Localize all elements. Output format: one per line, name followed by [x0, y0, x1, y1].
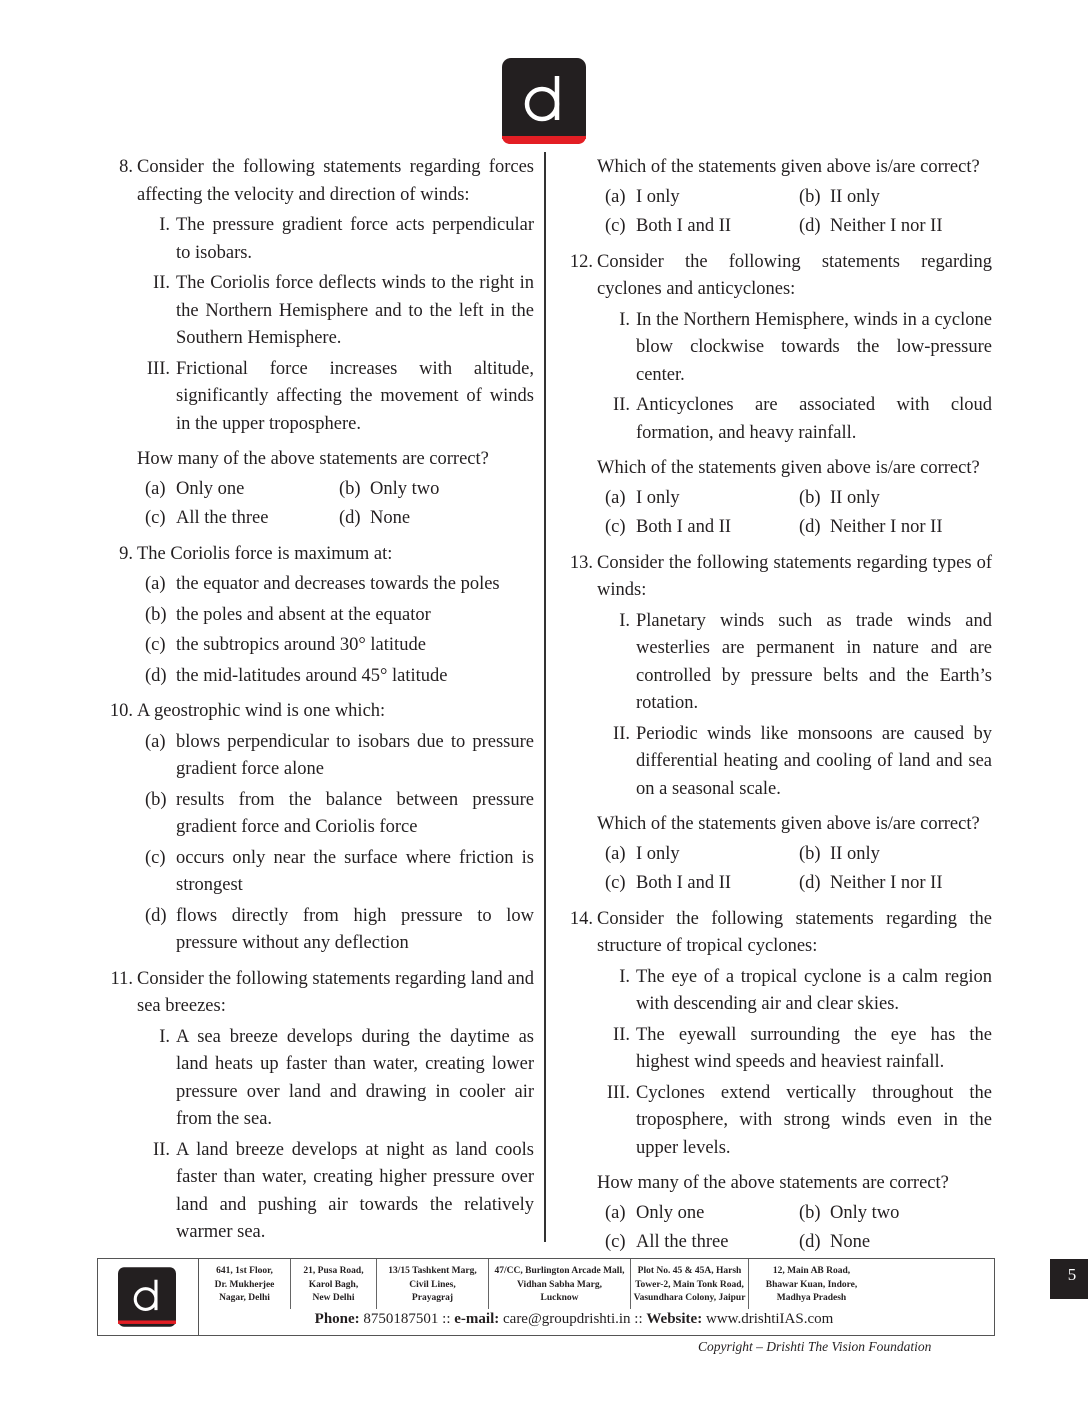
statement [137, 356, 534, 439]
address-line: 47/CC, Burlington Arcade Mall, [494, 1266, 625, 1276]
question-number: 14. [569, 908, 593, 929]
address-line: Vasundhara Colony, Jaipur [633, 1293, 746, 1303]
statement-text: The Coriolis force deflects winds to the right in the Northern Hemisphere and to the left in the Southern Hemisphere. [176, 273, 534, 348]
statement [597, 1080, 992, 1163]
option-label: (a) [145, 731, 166, 752]
option[interactable] [145, 903, 534, 958]
options-list [137, 571, 534, 690]
option-text: Neither I nor II [830, 873, 943, 893]
option-label: (c) [145, 635, 166, 655]
option-label: (a) [145, 574, 166, 594]
statement-number: I. [619, 309, 630, 330]
question-block [560, 906, 992, 1257]
address-line: 13/15 Tashkent Marg, [388, 1266, 477, 1276]
footer-contact [199, 1311, 949, 1328]
option-label: (a) [145, 478, 166, 499]
option-text: the equator and decreases towards the poles [176, 574, 500, 594]
address-line: New Delhi [312, 1293, 355, 1303]
option-label: (d) [799, 517, 821, 537]
option-text: Both I and II [636, 873, 732, 893]
footer [97, 1258, 1077, 1336]
column-divider [544, 152, 546, 1242]
option[interactable] [799, 1200, 992, 1228]
drishti-logo [502, 58, 586, 144]
option[interactable] [605, 485, 799, 513]
copyright: Copyright – Drishti The Vision Foundation [698, 1339, 932, 1354]
website-link[interactable]: www.drishtiIAS.com [705, 1311, 834, 1327]
option[interactable] [145, 602, 534, 630]
option-label: (d) [145, 665, 167, 686]
statement-text: The pressure gradient force acts perpendicular to isobars. [176, 215, 534, 263]
statement-number: III. [146, 358, 170, 379]
phone-label: Phone: [314, 1311, 360, 1327]
question-block [100, 698, 534, 958]
option-label: (c) [605, 1232, 626, 1252]
address-line: Nagar, Delhi [219, 1293, 270, 1303]
option-text: Only two [370, 478, 440, 499]
address-block [489, 1259, 631, 1309]
question-number: 9. [119, 543, 133, 564]
question-prompt: Which of the statements given above is/are correct? [597, 458, 980, 478]
question-block [560, 249, 992, 542]
question-text: Consider the following statements regarding types of winds: [597, 552, 992, 600]
question-block [100, 154, 534, 533]
option-label: (c) [145, 508, 166, 528]
address-block [291, 1259, 377, 1309]
footer-logo [98, 1259, 199, 1335]
email-label: e-mail: [454, 1311, 500, 1327]
statement-text: A sea breeze develops during the daytime as land heats up faster than water, creating lower pressure over land and drawing in cooler air from the sea. [176, 1026, 534, 1129]
option[interactable] [799, 213, 992, 241]
question-number: 11. [110, 968, 133, 989]
phone-number: 8750187501 [363, 1311, 439, 1327]
option[interactable] [799, 841, 992, 869]
question-number: 10. [109, 701, 133, 721]
address-line: Prayagraj [411, 1293, 454, 1303]
statement [137, 212, 534, 267]
statement-text: Periodic winds like monsoons are caused by differential heating and cooling of land and sea on a seasonal scale. [636, 723, 992, 799]
statement [597, 307, 992, 390]
option[interactable] [605, 213, 799, 241]
page-number: 5 [1050, 1259, 1088, 1299]
question-text: A geostrophic wind is one which: [137, 701, 386, 721]
option[interactable] [145, 571, 534, 599]
statement-number: II. [613, 723, 630, 744]
options-list [137, 476, 534, 533]
option[interactable] [799, 184, 992, 212]
statement-text: The eye of a tropical cyclone is a calm region with descending air and clear skies. [636, 966, 992, 1014]
statement-text: Cyclones extend vertically throughout the troposphere, with strong winds even in the upper levels. [636, 1082, 992, 1158]
option[interactable] [339, 476, 534, 504]
address-line: Tower-2, Main Tonk Road, [635, 1279, 744, 1290]
option[interactable] [605, 514, 799, 542]
option-label: (b) [145, 604, 167, 625]
address-line: Civil Lines, [409, 1279, 456, 1290]
option-text: II only [830, 487, 880, 508]
statement-text: A land breeze develops at night as land cools faster than water, creating higher pressure over land and pushing air towards the relatively warmer sea. [176, 1139, 534, 1242]
option-label: (a) [605, 487, 626, 508]
address-block [199, 1259, 291, 1309]
statement [597, 964, 992, 1019]
option[interactable] [145, 476, 339, 504]
right-column [560, 154, 992, 1257]
question-prompt: How many of the above statements are correct? [597, 1173, 949, 1193]
option[interactable] [605, 1229, 799, 1257]
option-label: (a) [605, 843, 626, 864]
separator: :: [442, 1311, 451, 1327]
option-label: (a) [605, 1202, 626, 1223]
address-block [631, 1259, 749, 1309]
option-label: (b) [339, 478, 361, 499]
question-number: 8. [119, 157, 133, 177]
options-list [597, 184, 992, 241]
statement-text: Anticyclones are associated with cloud formation, and heavy rainfall. [636, 395, 992, 443]
options-list [597, 841, 992, 898]
statement-number: II. [613, 1024, 630, 1045]
website-label: Website: [646, 1311, 703, 1327]
statement [597, 392, 992, 447]
option-text: Only two [830, 1202, 900, 1223]
option[interactable] [605, 870, 799, 898]
option-text: blows perpendicular to isobars due to pressure gradient force alone [176, 731, 534, 779]
option[interactable] [145, 729, 534, 784]
statement-number: II. [613, 395, 630, 415]
address-line: Bhawar Kuan, Indore, [765, 1279, 858, 1290]
email-link[interactable]: care@groupdrishti.in [503, 1311, 631, 1327]
option-text: All the three [176, 508, 269, 528]
statement-number: II. [153, 273, 170, 293]
statement-number: I. [619, 966, 630, 987]
option-text: II only [830, 186, 880, 207]
option-text: the poles and absent at the equator [176, 604, 431, 625]
statement-text: The eyewall surrounding the eye has the highest wind speeds and heaviest rainfall. [636, 1024, 992, 1072]
address-line: Vidhan Sabha Marg, [517, 1279, 602, 1290]
option[interactable] [799, 870, 992, 898]
option-label: (d) [799, 873, 821, 893]
question-prompt: How many of the above statements are correct? [137, 449, 489, 469]
statement-number: II. [153, 1139, 170, 1160]
option[interactable] [605, 184, 799, 212]
question-number: 13. [569, 552, 593, 573]
option-label: (b) [799, 1202, 821, 1223]
question-number: 12. [569, 251, 593, 272]
option-text: Neither I nor II [830, 517, 943, 537]
option-text: I only [636, 843, 680, 864]
statement-text: Frictional force increases with altitude, significantly affecting the movement of winds in the upper troposphere. [176, 358, 534, 434]
option[interactable] [339, 505, 534, 533]
address-line: 641, 1st Floor, [216, 1266, 273, 1276]
address-line: Lucknow [540, 1293, 579, 1303]
option-text: II only [830, 843, 880, 864]
question-block [560, 154, 992, 241]
question-text: Consider the following statements regarding forces affecting the velocity and direction of winds: [137, 157, 534, 205]
option[interactable] [145, 632, 534, 660]
statement-text: In the Northern Hemisphere, winds in a cyclone blow clockwise towards the low-pressure center. [636, 309, 992, 385]
option-text: results from the balance between pressure gradient force and Coriolis force [176, 789, 534, 837]
option[interactable] [145, 505, 339, 533]
question-text: Consider the following statements regarding cyclones and anticyclones: [597, 251, 992, 299]
statement-number: III. [606, 1082, 630, 1103]
options-list [137, 729, 534, 958]
option-label: (b) [799, 843, 821, 864]
option-text: Only one [176, 478, 245, 499]
option-label: (d) [799, 1232, 821, 1252]
address-line: 21, Pusa Road, [303, 1266, 364, 1276]
option[interactable] [799, 1229, 992, 1257]
option-label: (b) [145, 789, 167, 810]
statement-number: I. [159, 215, 170, 235]
statement-number: I. [619, 610, 630, 631]
question-text: Consider the following statements regarding land and sea breezes: [137, 968, 534, 1016]
options-list [597, 1200, 992, 1257]
option-label: (b) [799, 487, 821, 508]
question-prompt: Which of the statements given above is/are correct? [597, 157, 980, 177]
question-text: Consider the following statements regarding the structure of tropical cyclones: [597, 908, 992, 956]
footer-addresses [199, 1259, 994, 1309]
option-label: (d) [339, 508, 361, 528]
option-label: (a) [605, 186, 626, 207]
option[interactable] [799, 485, 992, 513]
option-text: occurs only near the surface where friction is strongest [176, 847, 534, 895]
option-label: (c) [605, 517, 626, 537]
address-block [749, 1259, 874, 1309]
option-text: the mid-latitudes around 45° latitude [176, 665, 448, 686]
option-text: Neither I nor II [830, 216, 943, 236]
left-column [100, 154, 534, 1247]
option[interactable] [145, 845, 534, 900]
address-line: Karol Bagh, [308, 1279, 359, 1290]
option-label: (b) [799, 186, 821, 207]
statement-number: I. [159, 1026, 170, 1047]
address-line: Madhya Pradesh [776, 1293, 847, 1303]
option-text: I only [636, 487, 680, 508]
option-text: the subtropics around 30° latitude [176, 635, 426, 655]
option-text: Both I and II [636, 517, 732, 537]
question-block [100, 966, 534, 1247]
separator: :: [634, 1311, 643, 1327]
address-line: Dr. Mukherjee [214, 1279, 275, 1290]
option[interactable] [799, 514, 992, 542]
option[interactable] [605, 1200, 799, 1228]
option-label: (d) [145, 905, 167, 926]
option-text: Only one [636, 1202, 705, 1223]
option-text: None [370, 508, 411, 528]
option-label: (d) [799, 216, 821, 236]
address-block [377, 1259, 489, 1309]
statement [137, 1137, 534, 1247]
statement [137, 1024, 534, 1134]
statement [597, 721, 992, 804]
question-block [100, 541, 534, 691]
option[interactable] [605, 841, 799, 869]
address-line: 12, Main AB Road, [772, 1266, 851, 1276]
option-label: (c) [605, 873, 626, 893]
question-block [560, 550, 992, 898]
statement-text: Planetary winds such as trade winds and westerlies are permanent in nature and are controlled by pressure belts and the Earth’s rotation. [636, 610, 992, 713]
question-text: The Coriolis force is maximum at: [137, 543, 393, 564]
address-line: Plot No. 45 & 45A, Harsh [637, 1266, 742, 1276]
option-text: I only [636, 186, 680, 207]
option[interactable] [145, 663, 534, 691]
option-text: Both I and II [636, 216, 732, 236]
option-text: None [830, 1232, 871, 1252]
question-prompt: Which of the statements given above is/are correct? [597, 814, 980, 834]
option-text: flows directly from high pressure to low pressure without any deflection [176, 905, 534, 953]
option-text: All the three [636, 1232, 729, 1252]
statement [597, 608, 992, 718]
statement [137, 270, 534, 353]
statement [597, 1022, 992, 1077]
option-label: (c) [145, 847, 166, 868]
option-label: (c) [605, 216, 626, 236]
options-list [597, 485, 992, 542]
option[interactable] [145, 787, 534, 842]
